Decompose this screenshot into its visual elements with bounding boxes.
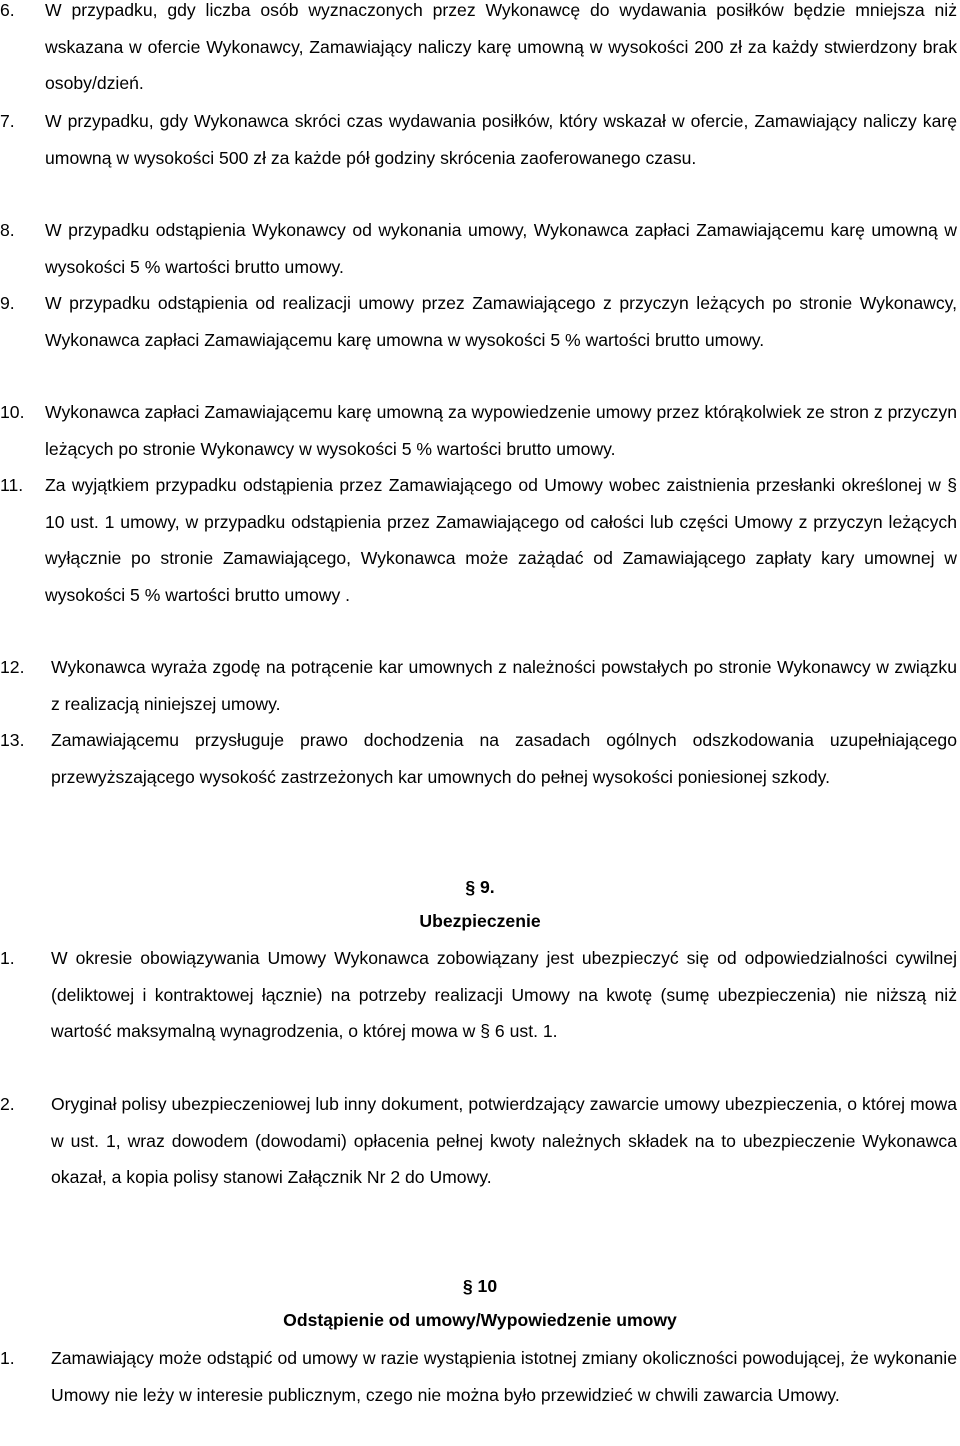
- clause-text: W przypadku, gdy Wykonawca skróci czas wydawania posiłków, który wskazał w ofercie, Zamawiający naliczy karę umowną w wysokości 500 zł za każde pół godziny skrócenia zaoferowanego czasu.: [45, 111, 957, 168]
- clause-number: 1.: [0, 1348, 15, 1368]
- clause-number: 10.: [0, 402, 25, 422]
- clause-number: 13.: [0, 730, 25, 750]
- clause-number: 1.: [0, 948, 15, 968]
- clause-text: Zamawiającemu przysługuje prawo dochodzenia na zasadach ogólnych odszkodowania uzupełniającego przewyższającego wysokość zastrzeżonych kar umownych do pełnej wysokości poniesionej szkody.: [51, 730, 957, 787]
- clause-text: Zamawiający może odstąpić od umowy w razie wystąpienia istotnej zmiany okoliczności powodującej, że wykonanie Umowy nie leży w interesie publicznym, czego nie można było przewidzieć w chwili zawarcia Umowy.: [51, 1348, 957, 1405]
- clause-number: 11.: [0, 475, 24, 495]
- clause-text: W przypadku, gdy liczba osób wyznaczonych przez Wykonawcę do wydawania posiłków będzie mniejsza niż wskazana w ofercie Wykonawcy, Zamawiający naliczy karę umowną w wysokości 200 zł za każdy stwierdzony brak osoby/dzień.: [45, 0, 957, 93]
- clause-text: W przypadku odstąpienia Wykonawcy od wykonania umowy, Wykonawca zapłaci Zamawiającemu karę umowną w wysokości 5 % wartości brutto umowy.: [45, 220, 957, 277]
- clause-number: 8.: [0, 220, 15, 240]
- clause-number: 6.: [0, 0, 15, 20]
- clause-text: Za wyjątkiem przypadku odstąpienia przez Zamawiającego od Umowy wobec zaistnienia przesłanki określonej w § 10 ust. 1 umowy, w przypadku odstąpienia przez Zamawiającego od całości lub części Umowy z przyczyn leżących wyłącznie po stronie Zamawiającego, Wykonawca może zażądać od Zamawiającego zapłaty kary umownej w wysokości 5 % wartości brutto umowy .: [45, 475, 957, 605]
- clause-number: 7.: [0, 111, 15, 131]
- clause-number: 12.: [0, 657, 25, 677]
- clause-text: Oryginał polisy ubezpieczeniowej lub inny dokument, potwierdzający zawarcie umowy ubezpieczenia, o której mowa w ust. 1, wraz dowodem (dowodami) opłacenia pełnej kwoty należnych składek na to ubezpieczenie Wykonawca okazał, a kopia polisy stanowi Załącznik Nr 2 do Umowy.: [51, 1094, 957, 1187]
- clause-number: 9.: [0, 293, 15, 313]
- section-number: § 9.: [465, 877, 495, 897]
- clause-text: Wykonawca zapłaci Zamawiającemu karę umowną za wypowiedzenie umowy przez którąkolwiek ze stron z przyczyn leżących po stronie Wykonawcy w wysokości 5 % wartości brutto umowy.: [45, 402, 957, 459]
- section-title: Ubezpieczenie: [419, 911, 541, 931]
- clause-text: W przypadku odstąpienia od realizacji umowy przez Zamawiającego z przyczyn leżących po stronie Wykonawcy, Wykonawca zapłaci Zamawiającemu karę umowna w wysokości 5 % wartości brutto umowy.: [45, 293, 957, 350]
- clause-number: 2.: [0, 1094, 15, 1114]
- section-title: Odstąpienie od umowy/Wypowiedzenie umowy: [283, 1310, 677, 1330]
- section-number: § 10: [462, 1276, 498, 1296]
- clause-text: Wykonawca wyraża zgodę na potrącenie kar umownych z należności powstałych po stronie Wykonawcy w związku z realizacją niniejszej umowy.: [51, 657, 957, 714]
- clause-text: W okresie obowiązywania Umowy Wykonawca zobowiązany jest ubezpieczyć się od odpowiedzialności cywilnej (deliktowej i kontraktowej łącznie) na potrzeby realizacji Umowy na kwotę (sumę ubezpieczenia) nie niższą niż wartość maksymalną wynagrodzenia, o której mowa w § 6 ust. 1.: [51, 948, 957, 1041]
